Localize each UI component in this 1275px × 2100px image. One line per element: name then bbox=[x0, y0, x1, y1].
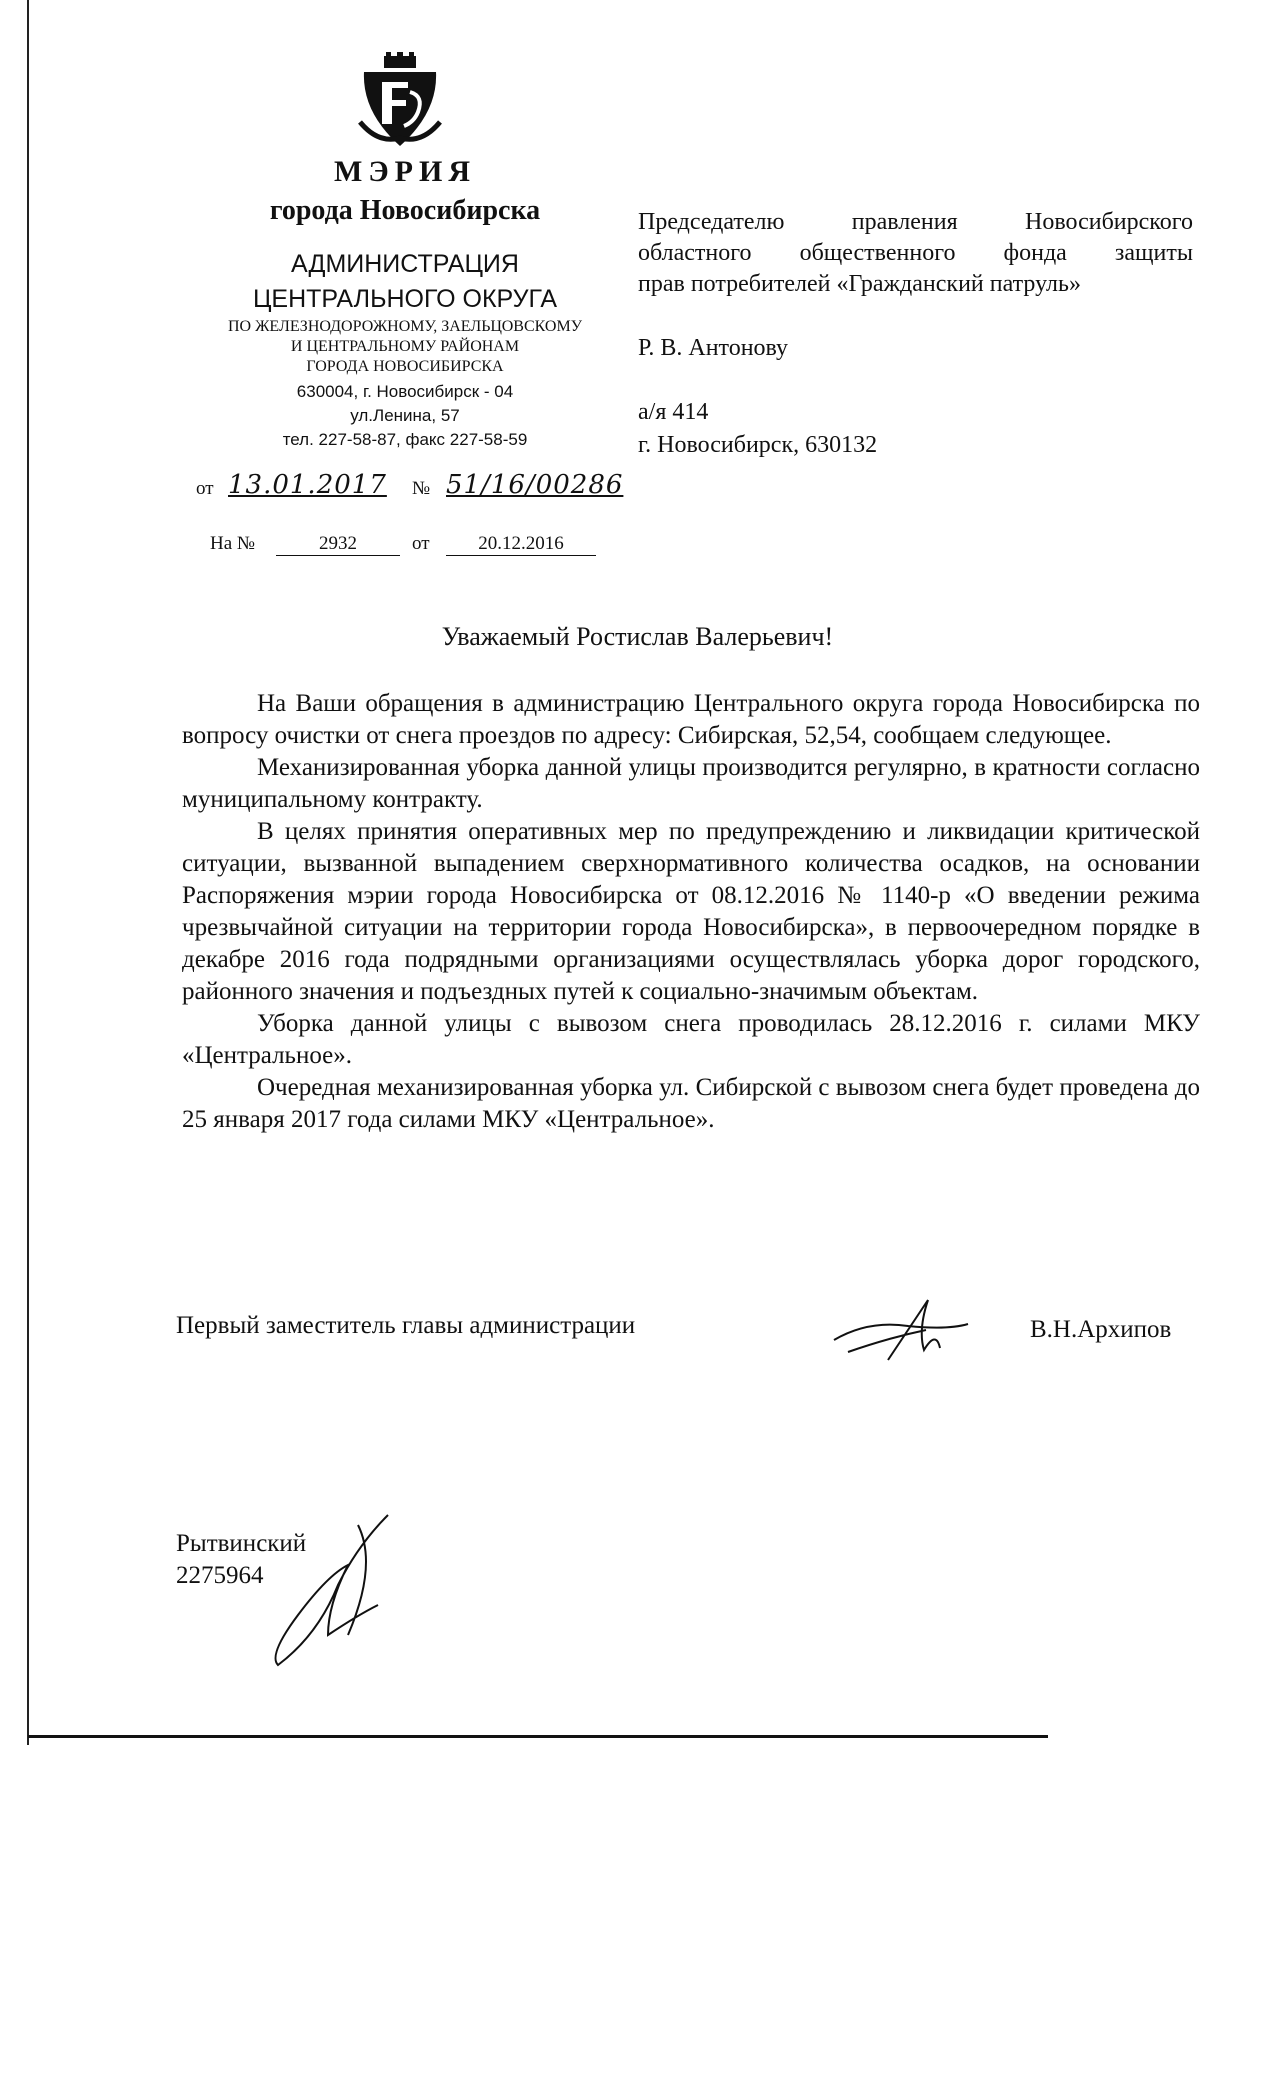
city-coat-of-arms-icon bbox=[358, 52, 442, 152]
body-paragraph: Уборка данной улицы с вывозом снега проводилась 28.12.2016 г. силами МКУ «Центральное». bbox=[182, 1010, 1200, 1069]
addressee-line2: областного общественного фонда защиты bbox=[638, 240, 1193, 266]
executor-name: Рытвинский bbox=[176, 1530, 307, 1557]
signer-name: В.Н.Архипов bbox=[1030, 1316, 1172, 1343]
districts-line2: И ЦЕНТРАЛЬНОМУ РАЙОНАМ bbox=[290, 338, 520, 355]
scan-left-edge bbox=[27, 0, 29, 1745]
incoming-number: 2932 bbox=[276, 533, 400, 556]
executor-phone: 2275964 bbox=[176, 1562, 264, 1589]
addressee-city: г. Новосибирск, 630132 bbox=[638, 432, 878, 458]
addressee-line3: прав потребителей «Гражданский патруль» bbox=[638, 271, 1081, 297]
org-city: города Новосибирска bbox=[269, 195, 541, 226]
handwritten-signature-icon bbox=[828, 1290, 978, 1370]
addressee-name: Р. В. Антонову bbox=[638, 335, 789, 361]
org-title: МЭРИЯ bbox=[334, 155, 476, 188]
districts-line1: ПО ЖЕЛЕЗНОДОРОЖНОМУ, ЗАЕЛЬЦОВСКОМУ bbox=[227, 318, 583, 335]
body-paragraph: В целях принятия оперативных мер по предупреждению и ликвидации критической ситуации, вызванной выпадением сверхнормативного количества осадков, на основании Распоряжения мэрии города Новосибирска от 08.12.2016 № 1140-р «О введении режима чрезвычайной ситуации на территории города Новосибирска», в первоочередном порядке в декабре 2016 года подрядными организациями осуществлялась уборка дорог городского, районного значения и подъездных путей к социально-значимым объектам. bbox=[182, 818, 1200, 1005]
admin-title-line2: ЦЕНТРАЛЬНОГО ОКРУГА bbox=[252, 285, 558, 313]
body-paragraph: На Ваши обращения в администрацию Центрального округа города Новосибирска по вопросу очистки от снега проездов по адресу: Сибирская, 52,54, сообщаем следующее. bbox=[182, 690, 1200, 749]
addressee-line1: Председателю правления Новосибирского bbox=[638, 209, 1193, 235]
org-phones: тел. 227-58-87, факс 227-58-59 bbox=[282, 430, 528, 449]
outgoing-number: 51/16/00286 bbox=[446, 470, 624, 500]
org-address-line2: ул.Ленина, 57 bbox=[350, 406, 460, 425]
admin-title-line1: АДМИНИСТРАЦИЯ bbox=[291, 250, 519, 278]
districts-line3: ГОРОДА НОВОСИБИРСКА bbox=[306, 358, 504, 375]
body-paragraph: Очередная механизированная уборка ул. Сибирской с вывозом снега будет проведена до 25 января 2017 года силами МКУ «Центральное». bbox=[182, 1074, 1200, 1133]
outgoing-date: 13.01.2017 bbox=[228, 470, 387, 500]
ref-number-label: № bbox=[412, 478, 431, 499]
addressee-po-box: а/я 414 bbox=[638, 399, 709, 425]
reply-label: На № bbox=[210, 533, 256, 554]
body-paragraph: Механизированная уборка данной улицы производится регулярно, в кратности согласно муниципальному контракту. bbox=[182, 754, 1200, 813]
scan-bottom-edge bbox=[28, 1735, 1048, 1738]
incoming-date: 20.12.2016 bbox=[446, 533, 596, 556]
reply-from-label: от bbox=[412, 533, 430, 554]
ref-from-label: от bbox=[196, 478, 214, 499]
signer-position: Первый заместитель главы администрации bbox=[176, 1312, 636, 1339]
greeting: Уважаемый Ростислав Валерьевич! bbox=[441, 622, 834, 651]
letter-body bbox=[182, 688, 1200, 1136]
org-address-line1: 630004, г. Новосибирск - 04 bbox=[296, 382, 514, 401]
executor-signature-icon bbox=[238, 1505, 408, 1675]
